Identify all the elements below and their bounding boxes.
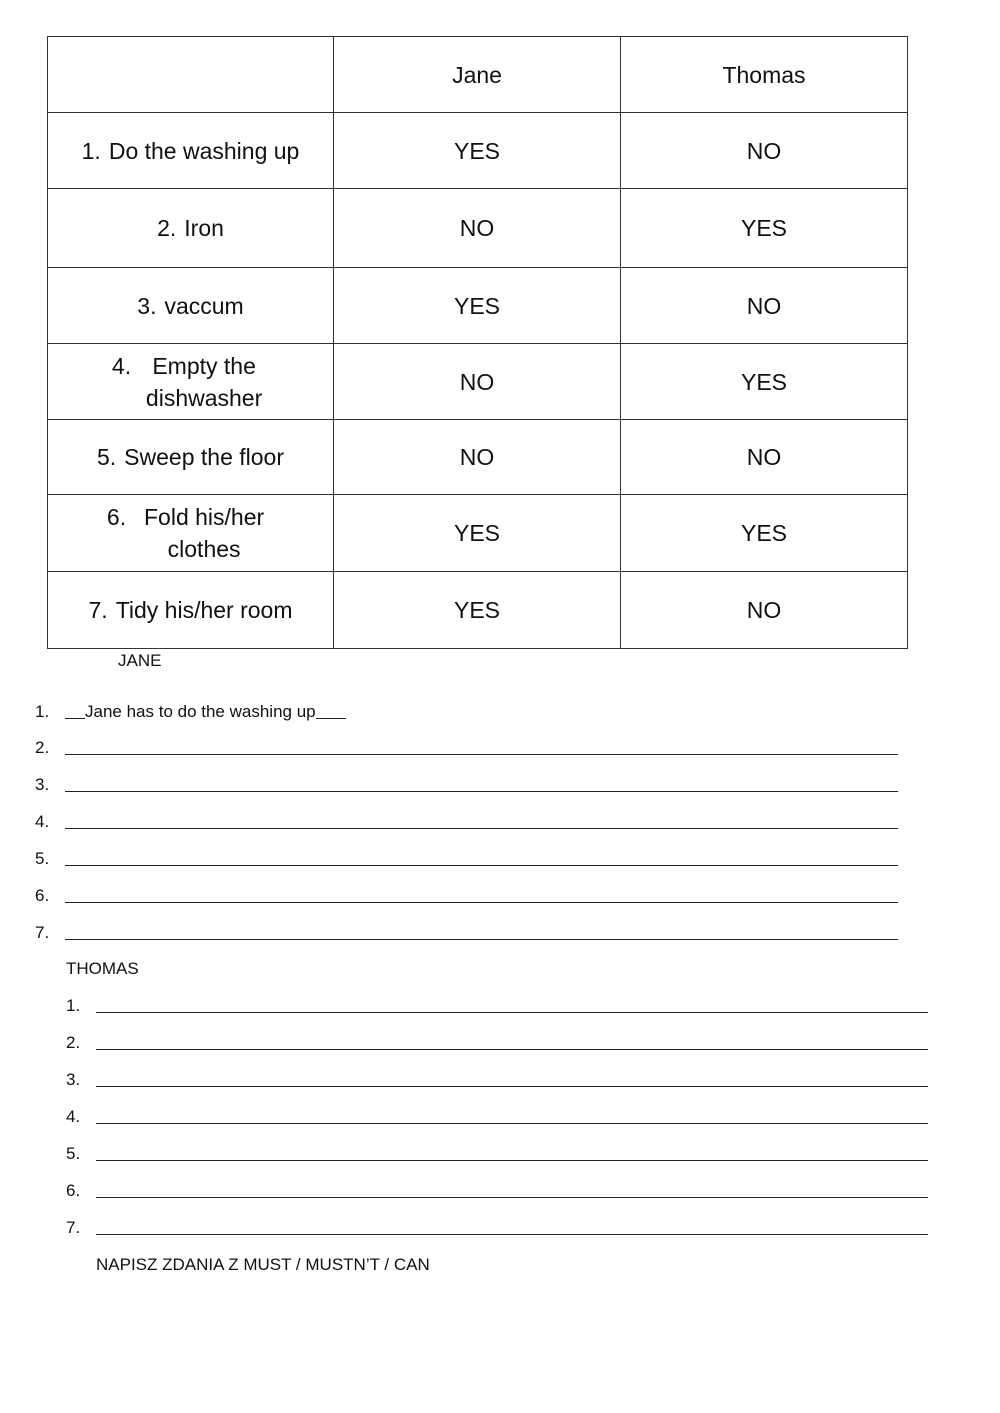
task-cell <box>48 268 334 344</box>
task-cell <box>48 344 334 420</box>
blank-line[interactable] <box>96 1049 928 1050</box>
line-number: 6. <box>66 1181 81 1200</box>
jane-answer: YES <box>334 495 621 572</box>
task-number: 2. <box>157 215 177 241</box>
task-label: Tidy his/her room <box>115 597 293 623</box>
thomas-answer-line-7[interactable] <box>66 1218 936 1240</box>
jane-answer-line-7[interactable] <box>35 923 905 945</box>
blank-line[interactable] <box>96 1086 928 1087</box>
table-row <box>48 189 908 268</box>
task-cell <box>48 113 334 189</box>
line-number: 2. <box>35 738 50 757</box>
line-number: 7. <box>35 923 50 942</box>
blank-line[interactable] <box>96 1160 928 1161</box>
thomas-answer-line-2[interactable] <box>66 1033 936 1055</box>
table-row <box>48 572 908 649</box>
task-label: Iron <box>184 215 224 241</box>
task-label: Fold his/her clothes <box>144 504 265 562</box>
task-number: 5. <box>96 444 117 470</box>
table-header-row <box>48 37 908 113</box>
blank-line[interactable] <box>96 1012 928 1013</box>
jane-answer-line-5[interactable] <box>35 849 905 871</box>
line-number: 3. <box>66 1070 81 1089</box>
table-row <box>48 420 908 495</box>
jane-answer: NO <box>334 189 621 268</box>
blank-line[interactable] <box>65 865 898 866</box>
jane-answer: YES <box>334 268 621 344</box>
blank-line[interactable] <box>65 902 898 903</box>
task-cell <box>48 495 334 572</box>
jane-answer-line-1 <box>35 702 905 724</box>
line-number: 5. <box>35 849 50 868</box>
thomas-answer-line-3[interactable] <box>66 1070 936 1092</box>
thomas-answer-line-4[interactable] <box>66 1107 936 1129</box>
header-jane: Jane <box>334 37 621 113</box>
thomas-answer: YES <box>621 344 908 420</box>
instruction-text: NAPISZ ZDANIA Z MUST / MUSTN’T / CAN <box>96 1255 430 1274</box>
line-number: 6. <box>35 886 50 905</box>
task-number: 1. <box>81 137 101 164</box>
blank-line[interactable] <box>65 791 898 792</box>
task-cell <box>48 189 334 268</box>
header-empty-cell <box>48 37 334 113</box>
thomas-section-title: THOMAS <box>66 959 139 978</box>
thomas-answer: NO <box>621 420 908 495</box>
blank-line[interactable] <box>65 828 898 829</box>
task-number: 3. <box>137 292 157 319</box>
thomas-answer: YES <box>621 189 908 268</box>
line-number: 1. <box>66 996 81 1015</box>
jane-section-title: JANE <box>118 651 162 670</box>
task-label: Sweep the floor <box>124 444 284 470</box>
jane-answer-line-2[interactable] <box>35 738 905 760</box>
task-number: 4. <box>111 352 132 379</box>
task-cell <box>48 420 334 495</box>
line-number: 4. <box>66 1107 81 1126</box>
blank-line[interactable] <box>96 1197 928 1198</box>
table-row <box>48 113 908 189</box>
jane-answer-line-6[interactable] <box>35 886 905 908</box>
jane-answer: NO <box>334 344 621 420</box>
line-number: 2. <box>66 1033 81 1052</box>
thomas-answer: NO <box>621 572 908 649</box>
task-number: 7. <box>88 597 108 623</box>
task-label: Do the washing up <box>108 137 300 164</box>
jane-answer-line-3[interactable] <box>35 775 905 797</box>
line-number: 4. <box>35 812 50 831</box>
blank-line[interactable] <box>96 1234 928 1235</box>
table-row <box>48 495 908 572</box>
line-number: 1. <box>35 702 50 721</box>
task-label: vaccum <box>164 292 244 319</box>
thomas-answer-line-5[interactable] <box>66 1144 936 1166</box>
table-row <box>48 344 908 420</box>
task-label: Empty the dishwasher <box>145 352 263 411</box>
chores-table <box>47 36 908 649</box>
thomas-answer: NO <box>621 113 908 189</box>
jane-answer: YES <box>334 113 621 189</box>
blank-line[interactable] <box>65 939 898 940</box>
table-row <box>48 268 908 344</box>
example-answer[interactable] <box>65 702 346 722</box>
jane-answer-line-4[interactable] <box>35 812 905 834</box>
thomas-answer: YES <box>621 495 908 572</box>
thomas-answer-line-1[interactable] <box>66 996 936 1018</box>
task-number: 6. <box>106 504 127 530</box>
example-answer-text: Jane has to do the washing up <box>85 702 316 721</box>
line-number: 7. <box>66 1218 81 1237</box>
thomas-answer: NO <box>621 268 908 344</box>
blank-line[interactable] <box>65 754 898 755</box>
line-number: 3. <box>35 775 50 794</box>
blank-line[interactable] <box>96 1123 928 1124</box>
task-cell <box>48 572 334 649</box>
line-number: 5. <box>66 1144 81 1163</box>
thomas-answer-line-6[interactable] <box>66 1181 936 1203</box>
header-thomas: Thomas <box>621 37 908 113</box>
jane-answer: NO <box>334 420 621 495</box>
jane-answer: YES <box>334 572 621 649</box>
